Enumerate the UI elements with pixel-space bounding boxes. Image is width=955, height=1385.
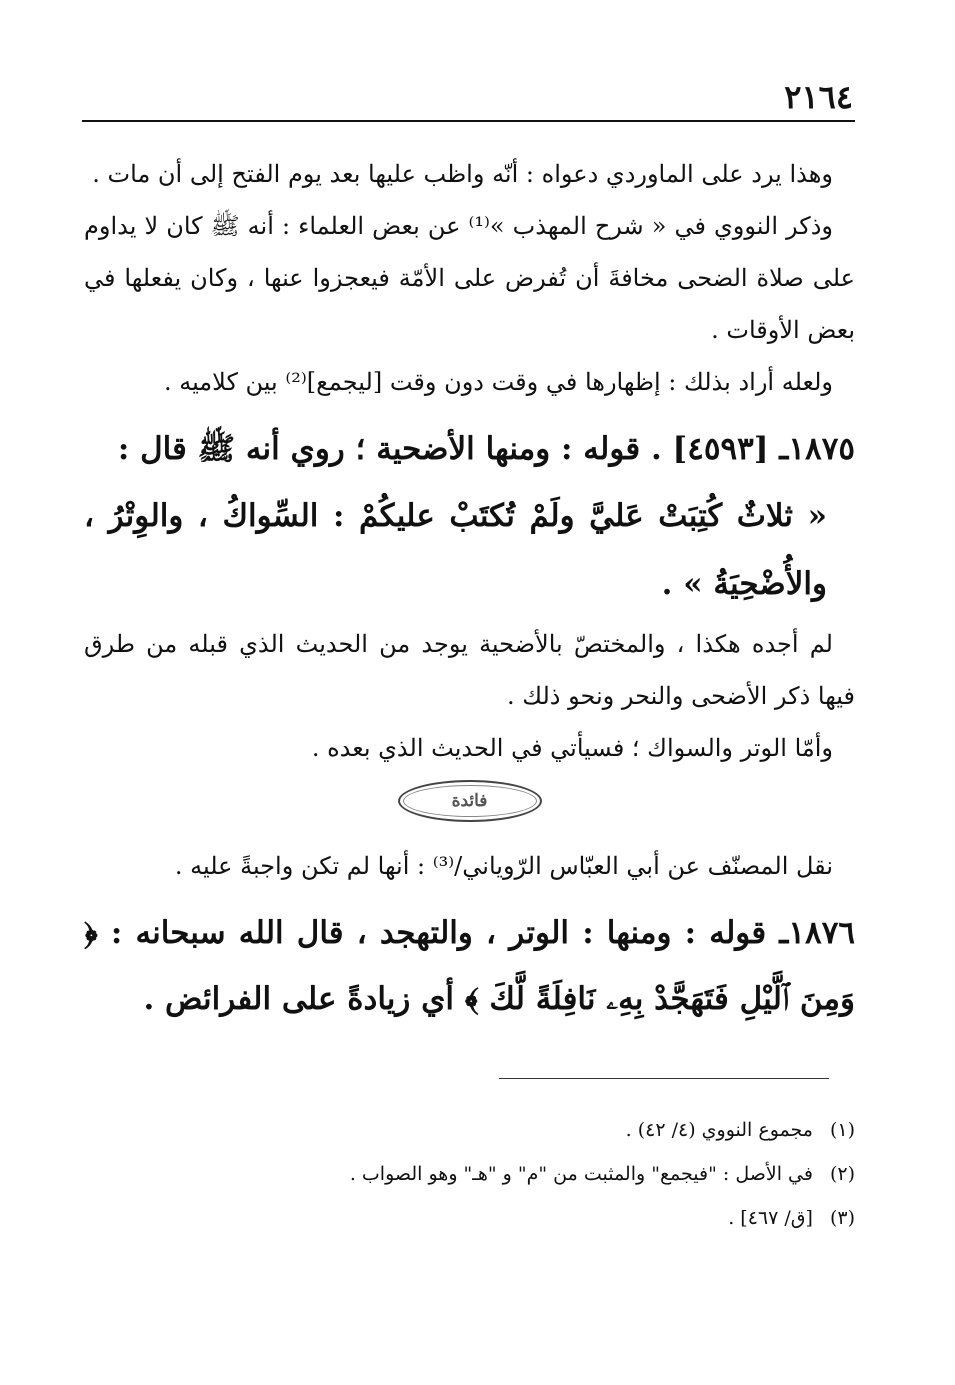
paragraph-nawawi: وذكر النووي في « شرح المهذب »⁽¹⁾ عن بعض العلماء : أنه ﷺ كان لا يداوم على صلاة الضحى مخافةَ أن تُفرض على الأمّة فيعجزوا عنها ، وكان يفعلها في بعض الأوقات . [84, 212, 855, 344]
footnote-number: (٣) [829, 1207, 855, 1229]
footnote-text: مجموع النووي (٤/ ٤٢) . [625, 1119, 813, 1141]
entry-1875-hadith-quote: « ثلاثٌ كُتِبَتْ عَليَّ ولَمْ تُكتَبْ عليكُمْ : السِّواكُ ، والوِتْرُ ، والأُضْحِيَةُ » . [84, 498, 827, 602]
footnote-3 [100, 1196, 855, 1240]
header-rule [82, 120, 855, 122]
footnote-text: في الأصل : "فيجمع" والمثبت من "م" و "هـ" وهو الصواب . [349, 1163, 813, 1185]
paragraph-not-found: لم أجده هكذا ، والمختصّ بالأضحية يوجد من الحديث الذي قبله من طرق فيها ذكر الأضحى والنحر ونحو ذلك . [84, 630, 855, 710]
footnote-number: (٢) [829, 1163, 855, 1185]
faida-ornament [84, 780, 855, 836]
footnote-separator [499, 1078, 829, 1079]
paragraph-intent: ولعله أراد بذلك : إظهارها في وقت دون وقت [ليجمع]⁽²⁾ بين كلاميه . [163, 368, 833, 396]
faida-text: نقل المصنّف عن أبي العبّاس الرّوياني/⁽³⁾ : أنها لم تكن واجبةً عليه . [174, 852, 833, 880]
entry-1876: ١٨٧٦ـ قوله : ومنها : الوتر ، والتهجد ، قال الله سبحانه : ﴿ وَمِنَ ٱلَّيْلِ فَتَهَجَّدْ بِهِۦ نَافِلَةً لَّكَ ﴾ أي زيادةً على الفرائض . [84, 915, 855, 1017]
footnote-2 [100, 1152, 855, 1196]
page-number: ٢١٦٤ [784, 78, 853, 116]
main-text [84, 148, 855, 1032]
footnote-1 [100, 1108, 855, 1152]
footnote-text: [ق/ ٤٦٧] . [728, 1207, 813, 1229]
faida-label: فائدة [398, 780, 542, 822]
footnote-number: (١) [829, 1119, 855, 1141]
paragraph-witr-siwak: وأمّا الوتر والسواك ؛ فسيأتي في الحديث الذي بعده . [311, 734, 833, 762]
paragraph-mawardi: وهذا يرد على الماوردي دعواه : أنّه واظب عليها بعد يوم الفتح إلى أن مات . [92, 160, 833, 188]
footnotes [100, 1108, 855, 1240]
entry-1875-heading: ١٨٧٥ـ [٤٥٩٣] . قوله : ومنها الأضحية ؛ روي أنه ﷺ قال : [117, 431, 855, 467]
